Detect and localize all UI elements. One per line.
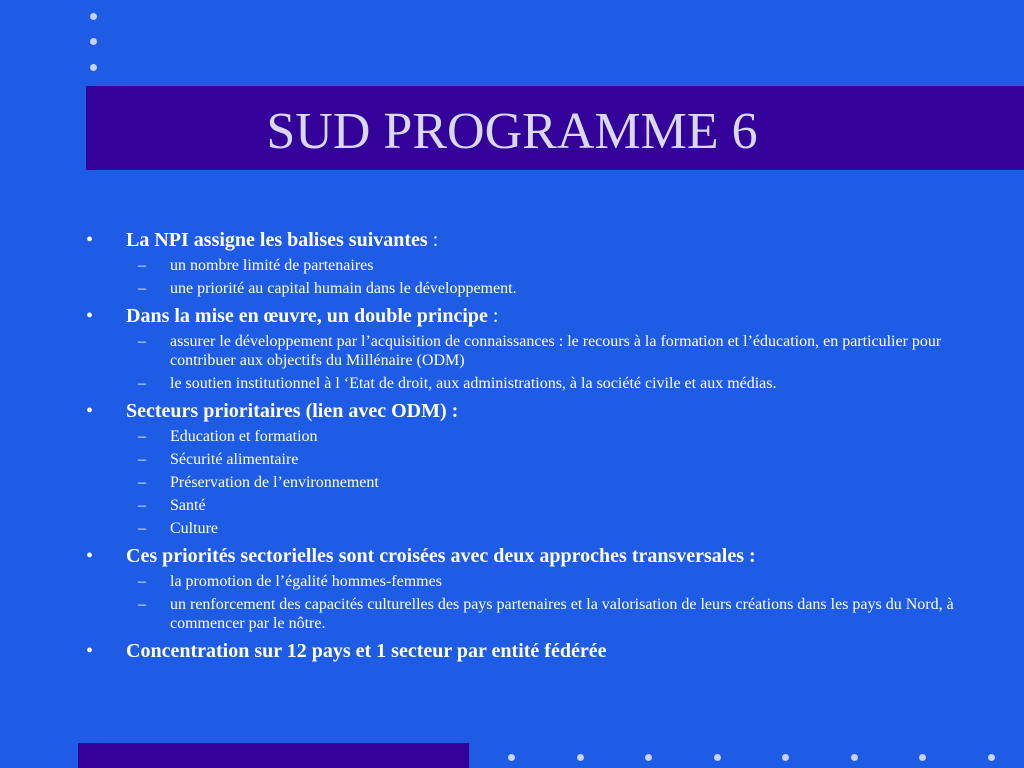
bullet-heading: Secteurs prioritaires (lien avec ODM) : xyxy=(126,400,459,422)
sub-bullet-item xyxy=(86,473,986,492)
sub-bullet-item xyxy=(86,496,986,515)
sub-bullet-item xyxy=(86,427,986,446)
sub-bullet-text: assurer le développement par l’acquisition de connaissances : le recours à la formation et l’éducation, en particulier pour contribuer aux objectifs du Millénaire (ODM) xyxy=(170,333,942,369)
sub-bullet-text: une priorité au capital humain dans le développement. xyxy=(170,280,517,297)
sub-bullet-item xyxy=(86,519,986,538)
sub-bullet-item xyxy=(86,572,986,591)
dash-icon: – xyxy=(138,375,146,392)
decorative-dot xyxy=(90,38,97,45)
dash-icon: – xyxy=(138,596,146,613)
sub-bullet-text: Préservation de l’environnement xyxy=(170,474,379,491)
sub-bullet-text: le soutien institutionnel à l ‘Etat de droit, aux administrations, à la société civile et aux médias. xyxy=(170,375,777,392)
sub-bullet-text: la promotion de l’égalité hommes-femmes xyxy=(170,573,442,590)
dash-icon: – xyxy=(138,573,146,590)
sub-bullet-text: Education et formation xyxy=(170,428,318,445)
bullet-item xyxy=(86,639,986,663)
sub-bullet-item xyxy=(86,332,986,370)
sub-bullet-item xyxy=(86,279,986,298)
decorative-dot xyxy=(919,754,926,761)
bullet-item xyxy=(86,304,986,328)
sub-bullet-item xyxy=(86,256,986,275)
decorative-dot xyxy=(851,754,858,761)
slide-title: SUD PROGRAMME 6 xyxy=(266,103,758,160)
dash-icon: – xyxy=(138,257,146,274)
decorative-dot xyxy=(90,13,97,20)
bullet-icon: • xyxy=(86,305,94,327)
dash-icon: – xyxy=(138,280,146,297)
sub-bullet-item xyxy=(86,374,986,393)
dash-icon: – xyxy=(138,333,146,350)
bullet-icon: • xyxy=(86,400,94,422)
decorative-dot xyxy=(90,64,97,71)
dash-icon: – xyxy=(138,474,146,491)
sub-bullet-text: un nombre limité de partenaires xyxy=(170,257,374,274)
decorative-dot xyxy=(645,754,652,761)
dash-icon: – xyxy=(138,428,146,445)
sub-bullet-text: Santé xyxy=(170,497,206,514)
sub-bullet-text: un renforcement des capacités culturelles des pays partenaires et la valorisation de leurs créations dans les pays du Nord, à commencer par le nôtre. xyxy=(170,596,954,632)
sub-bullet-text: Culture xyxy=(170,520,218,537)
bullet-heading-tail: : xyxy=(427,229,439,251)
bullet-item xyxy=(86,544,986,568)
decorative-dot xyxy=(782,754,789,761)
bullet-icon: • xyxy=(86,229,94,251)
slide-content xyxy=(86,222,986,663)
decorative-dot xyxy=(508,754,515,761)
bottom-bar xyxy=(78,743,469,768)
sub-bullet-text: Sécurité alimentaire xyxy=(170,451,299,468)
decorative-dot xyxy=(714,754,721,761)
decorative-dot xyxy=(577,754,584,761)
dash-icon: – xyxy=(138,497,146,514)
bullet-item xyxy=(86,228,986,252)
bullet-heading: Ces priorités sectorielles sont croisées avec deux approches transversales : xyxy=(126,545,756,567)
sub-bullet-item xyxy=(86,450,986,469)
bullet-heading: Dans la mise en œuvre, un double principe xyxy=(126,305,488,327)
bullet-icon: • xyxy=(86,545,94,567)
decorative-dot xyxy=(988,754,995,761)
bullet-icon: • xyxy=(86,640,94,662)
sub-bullet-item xyxy=(86,595,986,633)
dash-icon: – xyxy=(138,451,146,468)
bullet-heading: La NPI assigne les balises suivantes xyxy=(126,229,428,251)
bullet-item xyxy=(86,399,986,423)
bullet-heading-tail: : xyxy=(487,305,499,327)
dash-icon: – xyxy=(138,520,146,537)
bullet-heading: Concentration sur 12 pays et 1 secteur par entité fédérée xyxy=(126,640,607,662)
